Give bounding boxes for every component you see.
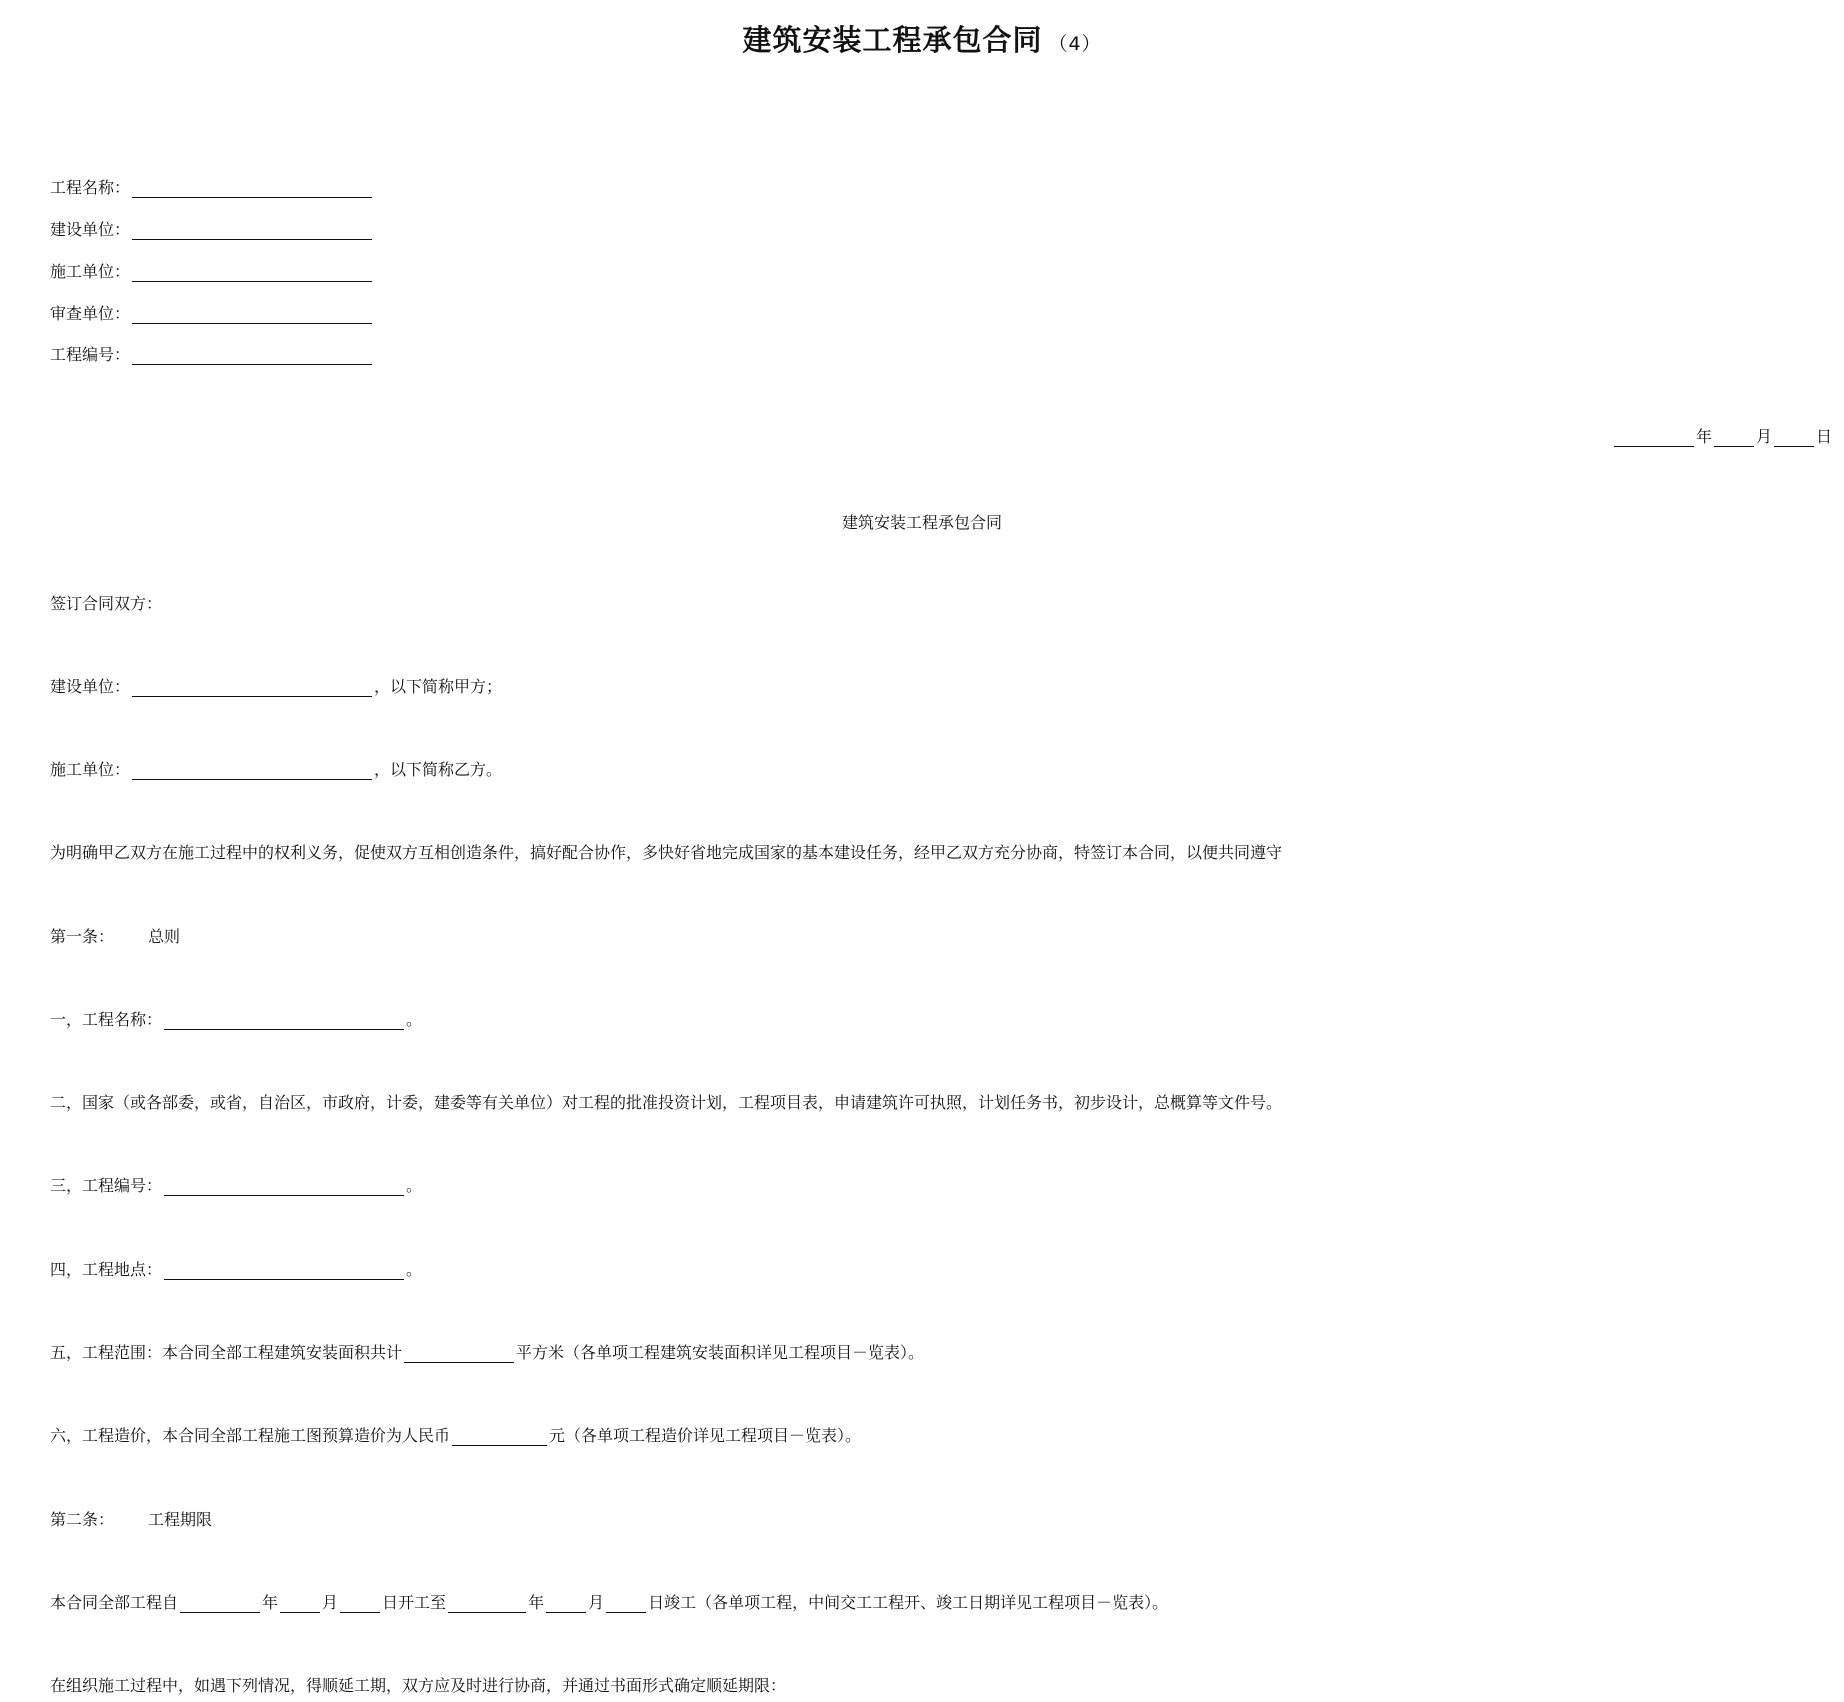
blank-line — [546, 1594, 586, 1613]
blank-line — [132, 305, 372, 324]
blank-line — [164, 1261, 404, 1280]
item-text: 月 — [588, 1593, 605, 1612]
blank-line — [280, 1594, 320, 1613]
blank-line — [132, 263, 372, 282]
cover-field-construction-unit — [50, 262, 374, 282]
item-text: 日竣工（各单项工程，中间交工工程开、竣工日期详见工程项目－览表）。 — [648, 1593, 1169, 1612]
day-label: 日 — [1815, 427, 1832, 446]
item-text: 五，工程范围：本合同全部工程建筑安装面积共计 — [50, 1343, 403, 1362]
item-end: 。 — [406, 1176, 423, 1195]
blank-line — [132, 346, 372, 365]
blank-line — [448, 1594, 526, 1613]
field-label: 建设单位： — [50, 220, 131, 239]
document-title — [0, 18, 1844, 59]
article2-delay: 在组织施工过程中，如遇下列情况，得顺延工期，双方应及时进行协商，并通过书面形式确定顺延期限： — [50, 1676, 787, 1695]
blank-line — [132, 761, 372, 780]
title-main: 建筑安装工程承包合同 — [742, 23, 1043, 57]
item-text: 平方米（各单项工程建筑安装面积详见工程项目－览表）。 — [516, 1343, 925, 1362]
field-suffix: ，以下简称甲方； — [374, 677, 503, 696]
title-number: （4） — [1048, 33, 1102, 55]
field-label: 审查单位： — [50, 304, 131, 323]
day-blank — [1774, 428, 1814, 447]
field-label: 建设单位： — [50, 677, 131, 696]
year-blank — [1614, 428, 1694, 447]
item-end: 。 — [406, 1010, 423, 1029]
blank-line — [404, 1344, 514, 1363]
article1-item3 — [50, 1176, 422, 1196]
blank-line — [132, 221, 372, 240]
field-label: 工程编号： — [50, 345, 131, 364]
preamble-paragraph: 为明确甲乙双方在施工过程中的权利义务，促使双方互相创造条件，搞好配合协作，多快好省地完成国家的基本建设任务，经甲乙双方充分协商，特签订本合同，以便共同遵守 — [50, 843, 1283, 862]
blank-line — [606, 1594, 646, 1613]
cover-field-project-name — [50, 178, 374, 198]
date-line — [1612, 427, 1832, 447]
article1-item2: 二，国家（或各部委，或省，自治区，市政府，计委，建委等有关单位）对工程的批准投资计划，工程项目表，申请建筑许可执照，计划任务书，初步设计，总概算等文件号。 — [50, 1093, 1283, 1112]
parties-heading: 签订合同双方： — [50, 594, 163, 613]
article2-period — [50, 1593, 1168, 1613]
article1-item5 — [50, 1343, 924, 1363]
item-label: 四，工程地点： — [50, 1260, 163, 1279]
item-label: 一，工程名称： — [50, 1010, 163, 1029]
field-label: 工程名称： — [50, 178, 131, 197]
item-text: 年 — [262, 1593, 279, 1612]
month-label: 月 — [1755, 427, 1772, 446]
item-text: 年 — [528, 1593, 545, 1612]
cover-field-review-unit — [50, 304, 374, 324]
blank-line — [164, 1011, 404, 1030]
item-text: 本合同全部工程自 — [50, 1593, 179, 1612]
party-owner — [50, 677, 502, 697]
item-text: 月 — [322, 1593, 339, 1612]
month-blank — [1714, 428, 1754, 447]
blank-line — [180, 1594, 260, 1613]
year-label: 年 — [1695, 427, 1712, 446]
article-title: 总则 — [148, 927, 181, 946]
article1-item4 — [50, 1260, 422, 1280]
field-label: 施工单位： — [50, 262, 131, 281]
article1-heading — [50, 927, 180, 947]
article-title: 工程期限 — [148, 1510, 213, 1529]
field-label: 施工单位： — [50, 760, 131, 779]
article-label: 第二条： — [50, 1510, 115, 1529]
field-suffix: ，以下简称乙方。 — [374, 760, 503, 779]
cover-field-owner-unit — [50, 220, 374, 240]
item-end: 。 — [406, 1260, 423, 1279]
cover-field-project-number — [50, 345, 374, 365]
blank-line — [164, 1177, 404, 1196]
article2-heading — [50, 1510, 212, 1530]
contract-subtitle: 建筑安装工程承包合同 — [841, 513, 1002, 532]
item-label: 三，工程编号： — [50, 1176, 163, 1195]
blank-line — [340, 1594, 380, 1613]
blank-line — [132, 678, 372, 697]
blank-line — [132, 179, 372, 198]
article1-item1 — [50, 1010, 422, 1030]
party-contractor — [50, 760, 502, 780]
item-text: 日开工至 — [382, 1593, 447, 1612]
article1-item6 — [50, 1426, 861, 1446]
article-label: 第一条： — [50, 927, 115, 946]
blank-line — [452, 1427, 547, 1446]
item-text: 六，工程造价，本合同全部工程施工图预算造价为人民币 — [50, 1426, 451, 1445]
item-text: 元（各单项工程造价详见工程项目－览表）。 — [549, 1426, 862, 1445]
